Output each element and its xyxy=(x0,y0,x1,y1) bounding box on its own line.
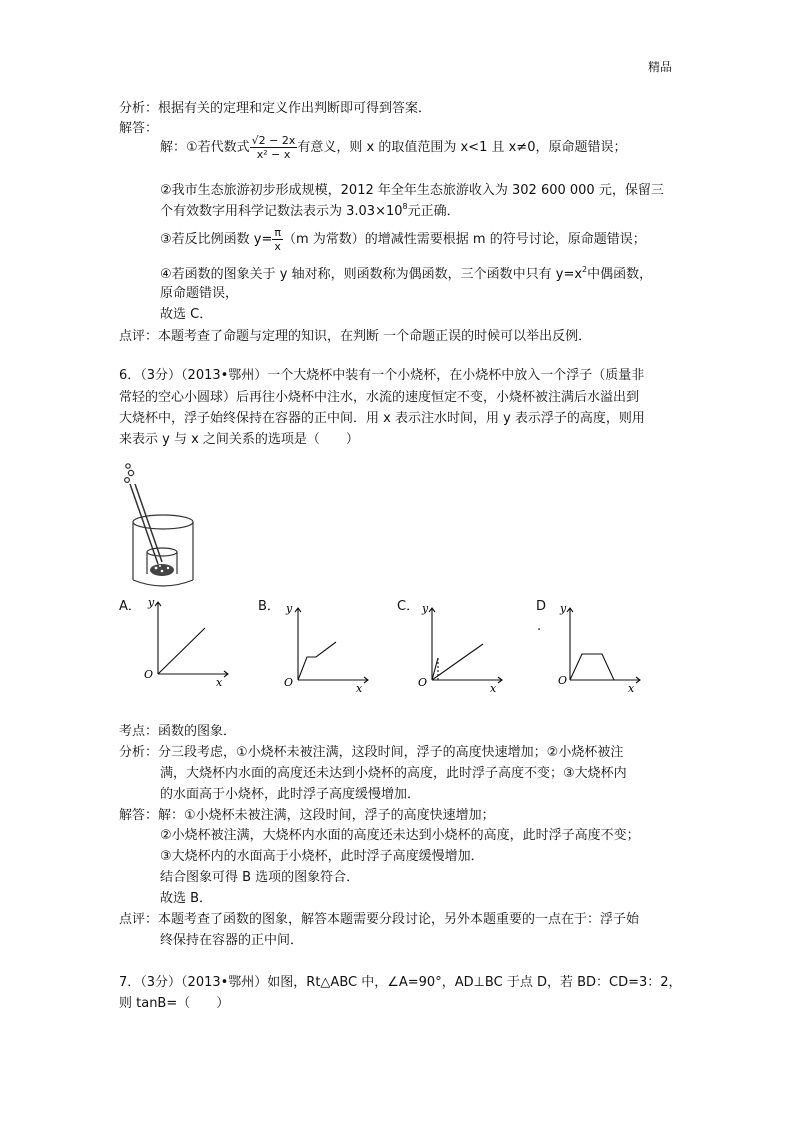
origin-label: O xyxy=(558,674,568,687)
analysis-label: 分析： xyxy=(119,101,159,116)
option-d-label: D xyxy=(536,599,547,614)
option-b-label: B． xyxy=(258,599,280,614)
graph-d-line xyxy=(570,654,614,680)
q5-l1-pre: 解：①若代数式 xyxy=(160,140,250,155)
option-d-graph xyxy=(550,596,650,696)
y-axis-label: y xyxy=(148,596,155,609)
q5-analysis xyxy=(119,100,431,118)
x-axis-label: x xyxy=(216,676,223,689)
comment-label: 点评： xyxy=(119,329,159,344)
q6-stem-3: 大烧杯中，浮子始终保持在容器的正中间．用 x 表示注水时间，用 y 表示浮子的高度，则用 xyxy=(119,411,645,426)
x-axis-label: x xyxy=(356,682,363,695)
y-axis-label: y xyxy=(422,602,429,615)
comment-text: 本题考查了命题与定理的知识，在判断 一个命题正误的时候可以举出反例． xyxy=(158,329,592,344)
q5-l4a-exp: 2 xyxy=(582,265,588,274)
beaker-illustration xyxy=(118,460,198,595)
q5-line-4b: 原命题错误， xyxy=(160,286,239,301)
q6-point xyxy=(119,723,236,741)
graph-b-line xyxy=(298,642,336,680)
fraction-numerator: √2 − 2x xyxy=(251,134,296,147)
q7-stem-1: 7．（3分）（2013•鄂州）如图，Rt△ABC 中，∠A=90°，AD⊥BC 于点 D，若 BD：CD=3：2， xyxy=(119,975,682,990)
x-axis-label: x xyxy=(628,682,635,695)
origin-label: O xyxy=(418,676,428,689)
answer-text: 解：①小烧杯未被注满，这段时间，浮子的高度快速增加； xyxy=(158,808,495,823)
q6-comment-2: 终保持在容器的正中间． xyxy=(160,933,304,948)
comment-text: 本题考查了函数的图象，解答本题需要分段讨论，另外本题重要的一点在于：浮子始 xyxy=(158,912,640,927)
q6-comment-1 xyxy=(119,911,639,929)
q5-l2b-exp: 8 xyxy=(402,202,408,211)
q5-l3-pre: ③若反比例函数 y= xyxy=(160,232,273,247)
origin-label: O xyxy=(284,676,294,689)
y-axis-label: y xyxy=(560,602,567,615)
option-b-graph xyxy=(278,596,378,696)
q5-l3-post: （m 为常数）的增减性需要根据 m 的符号讨论，原命题错误； xyxy=(283,232,646,247)
option-a-graph xyxy=(138,590,238,690)
y-axis-label: y xyxy=(286,602,293,615)
q5-comment xyxy=(119,328,591,346)
q6-analysis-3: 的水面高于小烧杯，此时浮子高度缓慢增加． xyxy=(160,787,421,802)
option-a-label: A． xyxy=(119,599,141,614)
graph-a-line xyxy=(158,628,205,674)
fraction-denominator: x² − x xyxy=(256,148,291,161)
answer-label: 解答： xyxy=(119,808,159,823)
q6-answer-2: ②小烧杯被注满，大烧杯内水面的高度还未达到小烧杯的高度，此时浮子高度不变； xyxy=(160,828,640,843)
q6-analysis-1 xyxy=(119,744,623,762)
q6-answer-3: ③大烧杯内的水面高于小烧杯，此时浮子高度缓慢增加． xyxy=(160,849,484,864)
q6-answer-1 xyxy=(119,807,495,825)
q7-stem-2: 则 tanB=（ ） xyxy=(119,996,230,1011)
x-axis-label: x xyxy=(490,682,497,695)
q6-answer-4: 结合图象可得 B 选项的图象符合． xyxy=(160,870,360,885)
fraction-numerator: π xyxy=(274,226,281,239)
fraction-denominator: x xyxy=(274,240,281,253)
q5-l4a-post: 中偶函数， xyxy=(587,267,653,282)
q6-choice: 故选 B． xyxy=(160,891,213,906)
q5-line-2b xyxy=(160,203,460,221)
origin-label: O xyxy=(144,668,154,681)
q5-line-2a: ②我市生态旅游初步形成规模，2012 年全年生态旅游收入为 302 600 000 元，保留三 xyxy=(160,183,664,198)
analysis-label: 分析： xyxy=(119,745,159,760)
q5-l2b-post: 元正确． xyxy=(407,204,460,219)
q5-choice: 故选 C． xyxy=(160,307,213,322)
q6-stem-1: 6．（3分）（2013•鄂州）一个大烧杯中装有一个小烧杯，在小烧杯中放入一个浮子（质量非 xyxy=(119,368,645,383)
q6-stem-4: 来表示 y 与 x 之间关系的选项是（ ） xyxy=(119,432,359,447)
analysis-text: 根据有关的定理和定义作出判断即可得到答案． xyxy=(158,101,432,116)
q5-line-3 xyxy=(160,222,646,258)
q5-fraction-3 xyxy=(272,226,283,253)
point-label: 考点： xyxy=(119,724,159,739)
graph-c-line xyxy=(432,644,483,680)
q5-fraction-1 xyxy=(250,134,298,161)
point-text: 函数的图象． xyxy=(158,724,237,739)
q5-l2b-pre: 个有效数字用科学记数法表示为 3.03×10 xyxy=(160,204,403,219)
analysis-text: 分三段考虑，①小烧杯未被注满，这段时间，浮子的高度快速增加；②小烧杯被注 xyxy=(158,745,624,760)
q5-l1-post: 有意义，则 x 的取值范围为 x<1 且 x≠0，原命题错误； xyxy=(297,140,627,155)
option-c-label: C． xyxy=(397,599,420,614)
option-c-graph xyxy=(412,596,512,696)
comment-label: 点评： xyxy=(119,912,159,927)
header-tag: 精品 xyxy=(648,60,673,74)
q6-analysis-2: 满，大烧杯内水面的高度还未达到小烧杯的高度，此时浮子高度不变；③大烧杯内 xyxy=(160,766,627,781)
q5-line-1 xyxy=(160,128,626,168)
q5-line-4a xyxy=(160,266,652,284)
q5-answer-label: 解答： xyxy=(119,121,159,136)
q6-stem-2: 常轻的空心小圆球）后再往小烧杯中注水，水流的速度恒定不变，小烧杯被注满后水溢出到 xyxy=(119,390,640,405)
option-d-dot: . xyxy=(537,619,542,634)
q5-l4a-pre: ④若函数的图象关于 y 轴对称，则函数称为偶函数，三个函数中只有 y=x xyxy=(160,267,583,282)
